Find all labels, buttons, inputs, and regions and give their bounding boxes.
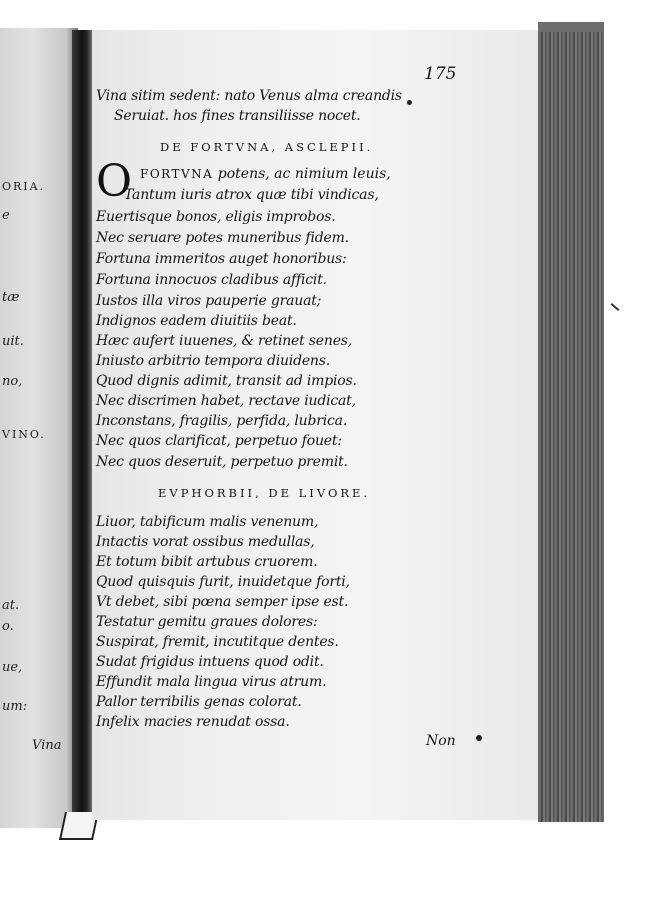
verse-line: Infelix macies renudat ossa.	[96, 714, 290, 730]
verse-line: Inconstans, fragilis, perfida, lubrica.	[96, 413, 348, 429]
verse-line: Nec discrimen habet, rectave iudicat,	[96, 393, 356, 409]
verse-line: Iustos illa viros pauperie grauat;	[96, 293, 322, 309]
verse-line: Effundit mala lingua virus atrum.	[96, 674, 327, 690]
verse-line: Euertisque bonos, eligis improbos.	[96, 209, 336, 225]
verse-line: Quod dignis adimit, transit ad impios.	[96, 373, 357, 389]
first-line-rest: potens, ac nimium leuis,	[217, 166, 391, 182]
verse-line: Pallor terribilis genas colorat.	[96, 694, 302, 710]
left-fragment: uit.	[2, 334, 24, 349]
verse-line: Hæc aufert iuuenes, & retinet senes,	[96, 333, 353, 349]
book-gutter	[72, 30, 94, 828]
verse-line: Suspirat, fremit, incutitque dentes.	[96, 634, 339, 650]
drop-cap: O	[96, 156, 133, 207]
verse-line: Liuor, tabificum malis venenum,	[96, 514, 319, 530]
verse-line: Tantum iuris atrox quæ tibi vindicas,	[124, 187, 379, 203]
verse-line: Sudat frigidus intuens quod odit.	[96, 654, 324, 670]
left-fragment: ue,	[2, 660, 23, 675]
verse-line: Nec quos deseruit, perpetuo premit.	[96, 454, 348, 470]
left-fragment: tæ	[2, 290, 20, 305]
page-edges-top	[538, 22, 604, 32]
left-fragment: no,	[2, 374, 23, 389]
left-fragment: VINO.	[2, 428, 46, 441]
ink-spot	[407, 100, 412, 105]
verse-line: Nec seruare potes muneribus fidem.	[96, 230, 349, 246]
verse-line: Testatur gemitu graues dolores:	[96, 614, 318, 630]
verse-line: Fortuna immeritos auget honoribus:	[96, 251, 347, 267]
page-edges	[538, 22, 604, 822]
page-number: 175	[424, 64, 457, 84]
verse-line: Et totum bibit artubus cruorem.	[96, 554, 318, 570]
verse-line: Vt debet, sibi pœna semper ipse est.	[96, 594, 349, 610]
verse-line: Indignos eadem diuitiis beat.	[96, 313, 297, 329]
poem-heading: DE FORTVNA, ASCLEPII.	[160, 140, 374, 154]
verse-line: Iniusto arbitrio tempora diuidens.	[96, 353, 330, 369]
verse-line: Intactis vorat ossibus medullas,	[96, 534, 315, 550]
left-fragment: ORIA.	[2, 180, 46, 193]
left-fragment: at.	[2, 598, 20, 613]
left-fragment: Vina	[32, 738, 62, 753]
first-word-caps: FORTVNA	[140, 167, 214, 181]
scan-mark	[611, 303, 620, 311]
verse-line: Quod quisquis furit, inuidetque forti,	[96, 574, 350, 590]
verse-line-first	[140, 166, 391, 182]
poem-heading: EVPHORBII, DE LIVORE.	[158, 486, 371, 500]
left-fragment: e	[2, 208, 10, 223]
verse-line: Nec quos clarificat, perpetuo fouet:	[96, 433, 342, 449]
left-fragment: o.	[2, 619, 14, 634]
catchword: Non	[426, 733, 456, 749]
left-fragment: um:	[2, 699, 28, 714]
verse-line: Fortuna innocuos cladibus afficit.	[96, 272, 327, 288]
ink-spot	[476, 735, 482, 741]
verse-line: Vina sitim sedent: nato Venus alma creandis	[96, 88, 402, 104]
verse-line: Seruiat. hos fines transiliisse nocet.	[114, 108, 361, 124]
